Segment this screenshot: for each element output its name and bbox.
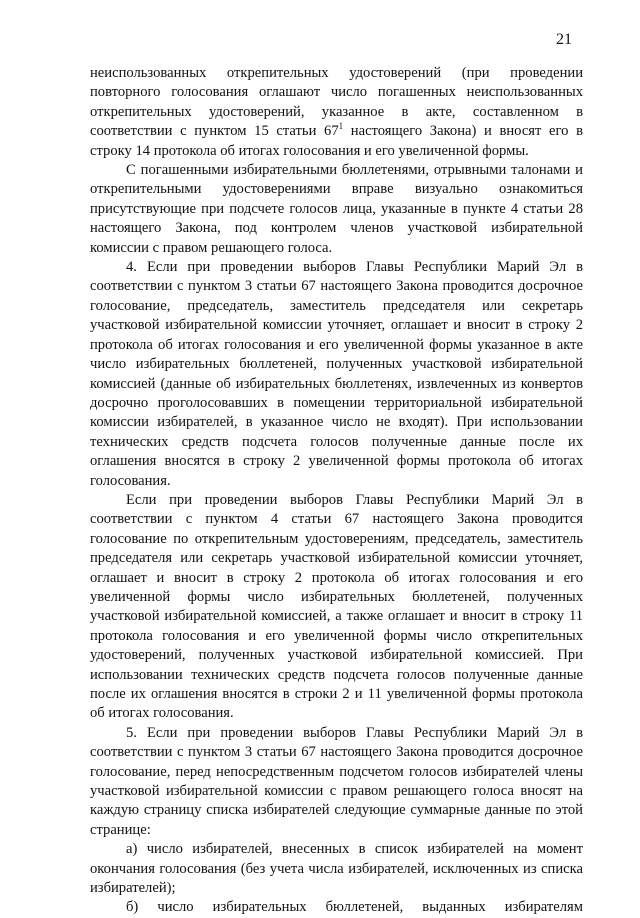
paragraph-cancelled-ballots: С погашенными избирательными бюллетенями, отрывными талонами и открепительными удостоверениями вправе визуально ознакомиться присутствующие при подсчете голосов лица, указанные в пункте 4 статьи 28 настоящего Закона, под контролем членов участковой избирательной комиссии с правом решающего голоса. (90, 162, 583, 256)
paragraph-item-4: 4. Если при проведении выборов Главы Республики Марий Эл в соответствии с пунктом 3 статьи 67 настоящего Закона проводится досрочное голосование, председатель, заместитель председателя или секретарь участковой избирательной комиссии уточняет, оглашает и вносит в строку 2 протокола об итогах голосования и его увеличенной формы указанное в акте число избирательных бюллетеней, полученных участковой избирательной комиссией (данные об избирательных бюллетенях, извлеченных из конвертов досрочно проголосовавших в помещении территориальной избирательной комиссии избирателей, в указанное число не входят). При использовании технических средств подсчета голосов полученные данные после их оглашения вносятся в строку 2 увеличенной формы протокола об итогах голосования. (90, 259, 583, 489)
paragraph-text: настоящего Закона) и вносят его в строку 14 протокола об итогах голосования и его увеличенной формы. (90, 123, 583, 159)
superscript-marker: 1 (338, 121, 344, 132)
paragraph-text: неиспользованных открепительных удостоверений (при проведении повторного голосования оглашают число погашенных неиспользованных открепительных удостоверений, указанное в акте, составленном в соответствии с пунктом 15 статьи 67 (90, 65, 583, 140)
paragraph-continuation (90, 64, 583, 161)
paragraph-item-5: 5. Если при проведении выборов Главы Республики Марий Эл в соответствии с пунктом 3 статьи 67 настоящего Закона проводится досрочное голосование, перед непосредственным подсчетом голосов избирателей члены участковой избирательной комиссии с правом решающего голоса вносят на каждую страницу списка избирателей следующие суммарные данные по этой странице: (90, 724, 583, 838)
list-item-a: а) число избирателей, внесенных в список избирателей на момент окончания голосования (без учета числа избирателей, исключенных из списка избирателей); (90, 841, 583, 897)
document-body (90, 64, 583, 918)
list-item-b: б) число избирательных бюллетеней, выданных избирателям (126, 899, 583, 916)
paragraph-absentee-voting: Если при проведении выборов Главы Республики Марий Эл в соответствии с пунктом 4 статьи 67 настоящего Закона проводится голосование по открепительным удостоверениям, председатель, заместитель председателя или секретарь участковой избирательной комиссии уточняет, оглашает и вносит в строку 2 протокола об итогах голосования и его увеличенной формы число избирательных бюллетеней, полученных участковой избирательной комиссией, а также оглашает и вносит в строку 11 протокола голосования и его увеличенной формы число открепительных удостоверений, полученных участковой избирательной комиссией. При использовании технических средств подсчета голосов полученные данные после их оглашения вносятся в строки 2 и 11 увеличенной формы протокола об итогах голосования. (90, 491, 583, 722)
page-number: 21 (556, 31, 572, 48)
